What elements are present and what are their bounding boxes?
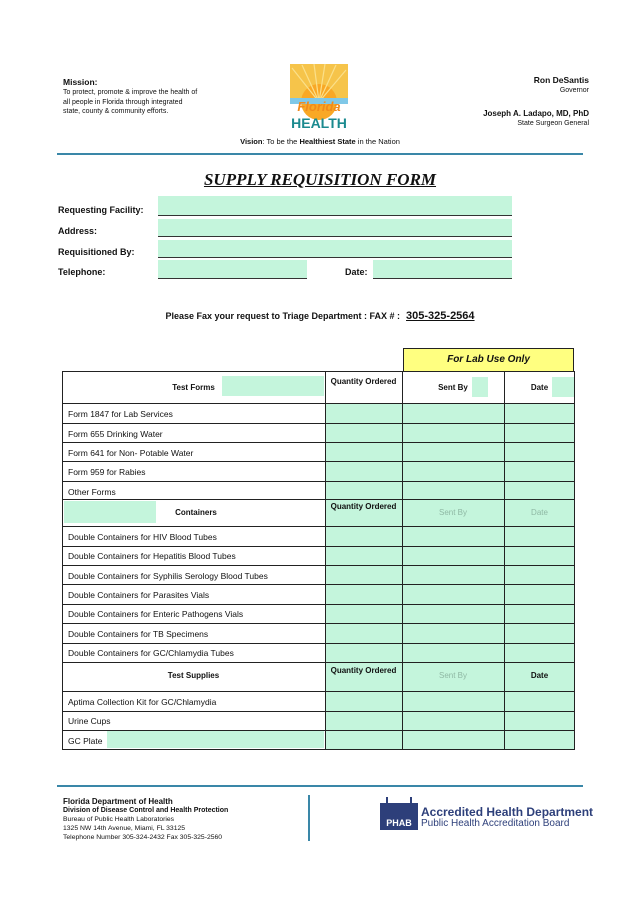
containers-header-input[interactable] [64,501,156,523]
supply-row: Aptima Collection Kit for GC/Chlamydia [68,697,217,707]
container-row: Double Containers for TB Specimens [68,629,209,639]
vision-pre: : To be the [262,137,300,146]
table-col-line [574,371,575,749]
table-row-line [62,711,575,712]
test-form-row: Form 959 for Rabies [68,467,146,477]
header-rule [57,153,583,155]
date-header-1: Date [530,383,549,392]
governor-title: Governor [559,87,589,94]
telephone-label: Telephone: [58,267,106,277]
surgeon-general-title: State Surgeon General [517,120,589,127]
fax-text: Please Fax your request to Triage Department : FAX # : [165,311,401,321]
phab-title: Accredited Health Department [421,805,594,819]
table-row-line [62,604,575,605]
qty-header-1: Quantity Ordered [330,377,397,386]
logo-line2: HEALTH [291,115,347,130]
container-row: Double Containers for Enteric Pathogens Vials [68,609,244,619]
table-row-line [62,584,575,585]
footer-divider [308,795,310,841]
qty-header-3: Quantity Ordered [330,666,397,675]
supply-table [62,371,575,749]
fax-number: 305-325-2564 [406,310,475,322]
fax-instruction [0,310,640,322]
requisitioned-by-label: Requisitioned By: [58,247,135,257]
telephone-input[interactable] [158,260,307,279]
container-row: Double Containers for Parasites Vials [68,590,210,600]
sent-by-column-fill [402,403,504,749]
phab-mark-text: PHAB [386,818,412,828]
requisitioned-by-input[interactable] [158,240,512,258]
container-row: Double Containers for GC/Chlamydia Tubes [68,648,234,658]
qty-header-2: Quantity Ordered [330,502,397,511]
footer-address: 1325 NW 14th Avenue, Miami, FL 33125 [63,825,186,832]
facility-input[interactable] [158,196,512,216]
test-form-row: Other Forms [68,487,116,497]
container-row: Double Containers for HIV Blood Tubes [68,532,217,542]
table-row-line [62,442,575,443]
governor-name: Ron DeSantis [533,75,589,85]
table-row-line [62,662,575,663]
phab-logo-icon [380,797,418,830]
date-input[interactable] [373,260,512,279]
table-col-line [62,371,63,749]
table-row-line [62,749,575,750]
form-title: SUPPLY REQUISITION FORM [203,170,437,189]
test-form-row: Form 641 for Non- Potable Water [68,448,194,458]
footer-rule [57,785,583,787]
lab-use-only-header: For Lab Use Only [403,348,574,372]
phab-subtitle: Public Health Accreditation Board [421,818,570,829]
container-row: Double Containers for Syphilis Serology Blood Tubes [68,571,268,581]
test-form-row: Form 1847 for Lab Services [68,409,173,419]
date-header-3: Date [530,671,549,680]
mission-text: To protect, promote & improve the health of all people in Florida through integrated state, county & community efforts. [63,89,198,116]
vision-label: Vision [240,137,263,146]
container-row: Double Containers for Hepatitis Blood Tubes [68,551,236,561]
footer-phone: Telephone Number 305-324-2432 Fax 305-325-2560 [63,834,223,841]
florida-health-logo [288,62,350,130]
footer-org: Florida Department of Health [63,797,173,806]
address-label: Address: [58,226,98,236]
sent-by-header-2: Sent By [438,508,467,517]
containers-header: Containers [175,508,217,517]
table-row-line [62,481,575,482]
test-supplies-header: Test Supplies [167,671,220,680]
table-row-line [62,546,575,547]
table-row-line [62,526,575,527]
address-input[interactable] [158,219,512,237]
sent-by-header-1: Sent By [438,383,468,392]
table-row-line [62,691,575,692]
footer-bureau: Bureau of Public Health Laboratories [63,816,175,823]
date-column-fill [504,403,575,749]
mission-title: Mission: [63,77,98,87]
vision-bold: Healthiest State [299,137,356,146]
footer-division: Division of Disease Control and Health Protection [63,807,229,814]
table-row-line [62,730,575,731]
vision-statement [0,137,640,146]
table-row-line [62,643,575,644]
supply-row: GC Plate [68,736,103,746]
supply-row: Urine Cups [68,716,111,726]
table-col-line [504,371,505,749]
quantity-column-fill [325,403,402,749]
vision-post: in the Nation [355,137,400,146]
date-label: Date: [345,267,368,277]
test-forms-header: Test Forms [172,383,215,392]
test-form-row: Form 655 Drinking Water [68,429,163,439]
table-col-line [325,371,326,749]
logo-line1: Florida [297,99,341,114]
table-row-line [62,371,575,372]
table-row-line [62,565,575,566]
gc-plate-input[interactable] [107,730,324,748]
table-row-line [62,403,575,404]
surgeon-general-name: Joseph A. Ladapo, MD, PhD [483,109,589,118]
table-col-line [402,371,403,749]
table-row-line [62,423,575,424]
table-row-line [62,499,575,500]
sent-by-header-3: Sent By [438,671,467,680]
date-header-2: Date [531,508,548,517]
table-row-line [62,623,575,624]
table-row-line [62,461,575,462]
facility-label: Requesting Facility: [58,205,144,215]
